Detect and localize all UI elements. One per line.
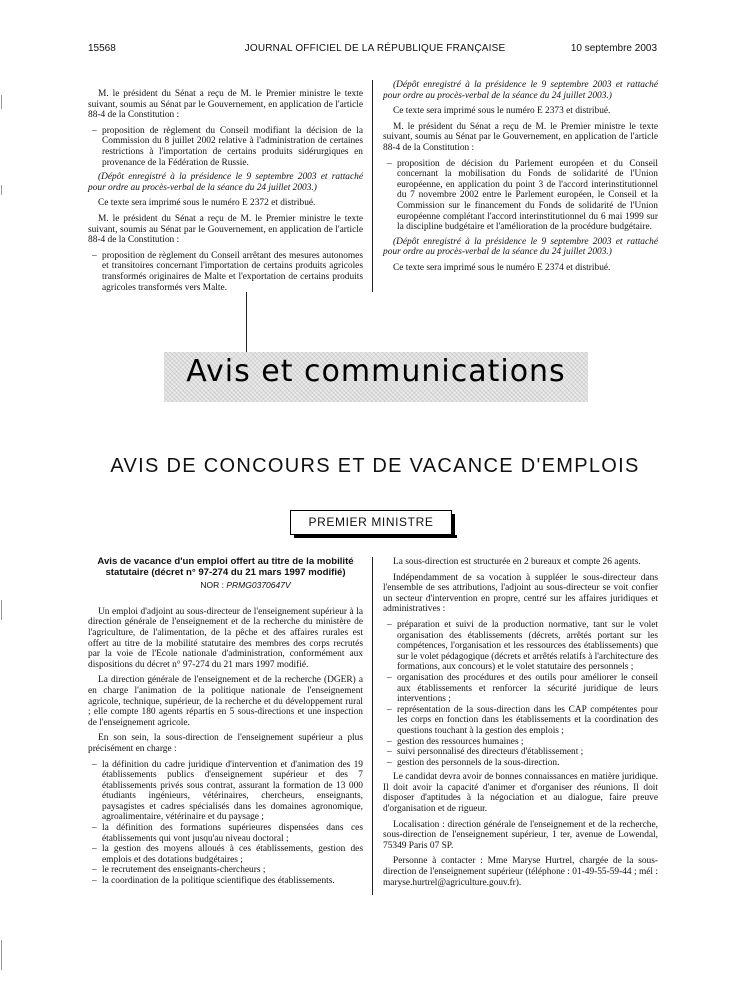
section-title: AVIS DE CONCOURS ET DE VACANCE D'EMPLOIS [110, 455, 640, 477]
paragraph: Un emploi d'adjoint au sous-directeur de l'enseignement supérieur à la direction générale de l'enseignement et de la recherche du ministère de l'agriculture, de l'alimentation, de la pêche et des affaires rurales est offert au titre de la mobilité statutaire des membres des corps recrutés par la voie de l'Ecole nationale d'administration, conformément aux dispositions du décret n° 97-274 du 21 mars 1997 modifié. [88, 606, 363, 670]
list-item: – gestion des ressources humaines ; [383, 737, 658, 748]
column-divider [372, 557, 373, 895]
article-right-column [383, 557, 658, 893]
paragraph: La direction générale de l'enseignement et de la recherche (DGER) a en charge l'animation de la politique nationale de l'enseignement agricole, technique, supérieur, de la recherche et du développement rural ; elle compte 180 agents répartis en 5 sous-directions et une inspection de l'enseignement agricole. [88, 675, 363, 728]
nor-code: PRMG0370647V [226, 580, 291, 591]
list-item: – proposition de décision du Parlement européen et du Conseil concernant la mobilisation du Fonds de solidarité de l'Union européenne, en application du point 3 de l'accord interinstitutionnel du 7 novembre 2002 entre le Parlement européen, le Conseil et la Commission sur le financement du Fonds de solidarité de l'Union européenne complétant l'accord interinstitutionnel du 6 mai 1999 sur la discipline budgétaire et l'amélioration de la procédure budgétaire. [383, 159, 658, 233]
paragraph: Personne à contacter : Mme Maryse Hurtrel, chargée de la sous-direction de l'enseignement supérieur (téléphone : 01-49-55-59-44 ; mél : maryse.hurtrel@agriculture.gouv.fr). [383, 856, 658, 888]
list-item: – proposition de règlement du Conseil arrêtant des mesures autonomes et transitoires concernant l'importation de certains produits agricoles transformés originaires de Malte et l'exportation de certains produits agricoles transformés vers Malte. [88, 251, 363, 293]
paragraph: M. le président du Sénat a reçu de M. le Premier ministre le texte suivant, soumis au Sénat par le Gouvernement, en application de l'article 88-4 de la Constitution : [383, 121, 658, 153]
scan-mark [1, 95, 2, 109]
list [88, 760, 363, 887]
column-divider [372, 80, 373, 292]
list-item: – gestion des personnels de la sous-direction. [383, 758, 658, 769]
list [88, 251, 363, 293]
banner-title: Avis et communications [186, 354, 566, 389]
list-item: – le recrutement des enseignants-chercheurs ; [88, 865, 363, 876]
page-number: 15568 [88, 43, 116, 54]
print-note: Ce texte sera imprimé sous le numéro E 2373 et distribué. [393, 106, 611, 117]
paragraph: La sous-direction est structurée en 2 bureaux et compte 26 agents. [393, 557, 641, 567]
top-left-column [88, 89, 363, 297]
deposit-note: (Dépôt enregistré à la présidence le 9 septembre 2003 et rattaché pour ordre au procès-verbal de la séance du 24 juillet 2003.) [383, 80, 658, 101]
ministry-label: PREMIER MINISTRE [308, 515, 434, 529]
list-item: – organisation des procédures et des outils pour améliorer le conseil aux établissements et renforcer la sécurité juridique de leurs interventions ; [383, 673, 658, 705]
issue-date: 10 septembre 2003 [570, 43, 657, 54]
scan-mark [1, 185, 2, 195]
article-title: Avis de vacance d'un emploi offert au titre de la mobilité statutaire (décret n° 97-274 du 21 mars 1997 modifié) [97, 556, 354, 578]
page-header [0, 43, 750, 59]
paragraph: Le candidat devra avoir de bonnes connaissances en matière juridique. Il doit avoir la capacité d'animer et d'organiser des réunions. Il doit disposer d'aptitudes à la négociation et au dialogue, faire preuve d'organisation et de rigueur. [383, 772, 658, 815]
deposit-note: (Dépôt enregistré à la présidence le 9 septembre 2003 et rattaché pour ordre au procès-verbal de la séance du 24 juillet 2003.) [88, 172, 363, 193]
nor-reference [88, 580, 363, 591]
scan-mark [1, 600, 2, 620]
list [383, 159, 658, 233]
list-item: – la gestion des moyens alloués à ces établissements, gestion des emplois et des dotations budgétaires ; [88, 844, 363, 865]
list-item: – préparation et suivi de la production normative, tant sur le volet organisation des établissements (décrets, arrêtés portant sur les compétences, l'organisation et les ressources des établissements) que sur le volet pédagogique (décrets et arrêtés relatifs à l'architecture des formations, aux concours) et le volet statutaire des personnels ; [383, 620, 658, 673]
paragraph: Localisation : direction générale de l'enseignement et de la recherche, sous-direction de l'enseignement supérieur, 1 ter, avenue de Lowendal, 75349 Paris 07 SP. [383, 819, 658, 851]
list [383, 620, 658, 768]
list-item: – la définition du cadre juridique d'intervention et d'animation des 19 établissements publics d'enseignement supérieur et des 7 établissements privés sous contrat, assurant la formation de 13 000 étudiants ingénieurs, vétérinaires, chercheurs, enseignants, paysagistes et cadres spécialisés dans les domaines agronomique, agroalimentaire, vétérinaire et du paysage ; [88, 760, 363, 824]
list-item: – la coordination de la politique scientifique des établissements. [88, 876, 363, 887]
top-right-column [383, 80, 658, 279]
ministry-box [290, 510, 452, 535]
journal-title: JOURNAL OFFICIEL DE LA RÉPUBLIQUE FRANÇAISE [244, 43, 506, 54]
deposit-note: (Dépôt enregistré à la présidence le 9 septembre 2003 et rattaché pour ordre au procès-verbal de la séance du 24 juillet 2003.) [383, 236, 658, 258]
article-left-column [88, 557, 363, 891]
paragraph: Indépendamment de sa vocation à suppléer le sous-directeur dans l'ensemble de ses attributions, l'adjoint au sous-directeur se voit confier un secteur d'intervention en propre, centré sur les affaires juridiques et administratives : [383, 572, 658, 615]
list-item: – représentation de la sous-direction dans les CAP compétentes pour les corps en fonction dans les établissements et la coordination des questions touchant à la gestion des emplois ; [383, 705, 658, 737]
list [88, 126, 363, 168]
paragraph: En son sein, la sous-direction de l'enseignement supérieur a plus précisément en charge : [88, 733, 363, 754]
paragraph: M. le président du Sénat a reçu de M. le Premier ministre le texte suivant, soumis au Sénat par le Gouvernement, en application de l'article 88-4 de la Constitution : [88, 213, 363, 246]
section-banner [164, 352, 588, 402]
print-note: Ce texte sera imprimé sous le numéro E 2372 et distribué. [98, 198, 316, 209]
scan-mark [1, 940, 2, 970]
nor-label: NOR : [200, 580, 224, 591]
print-note: Ce texte sera imprimé sous le numéro E 2374 et distribué. [393, 262, 611, 273]
list-item: – proposition de règlement du Conseil modifiant la décision de la Commission du 8 juillet 2002 relative à l'administration de certaines restrictions à l'importation de certains produits sidérurgiques en provenance de la Fédération de Russie. [88, 126, 363, 168]
list-item: – suivi personnalisé des directeurs d'établissement ; [383, 747, 658, 758]
list-item: – la définition des formations supérieures dispensées dans ces établissements qui vont jusqu'au niveau doctoral ; [88, 823, 363, 844]
paragraph: M. le président du Sénat a reçu de M. le Premier ministre le texte suivant, soumis au Sénat par le Gouvernement, en application de l'article 88-4 de la Constitution : [88, 89, 363, 121]
